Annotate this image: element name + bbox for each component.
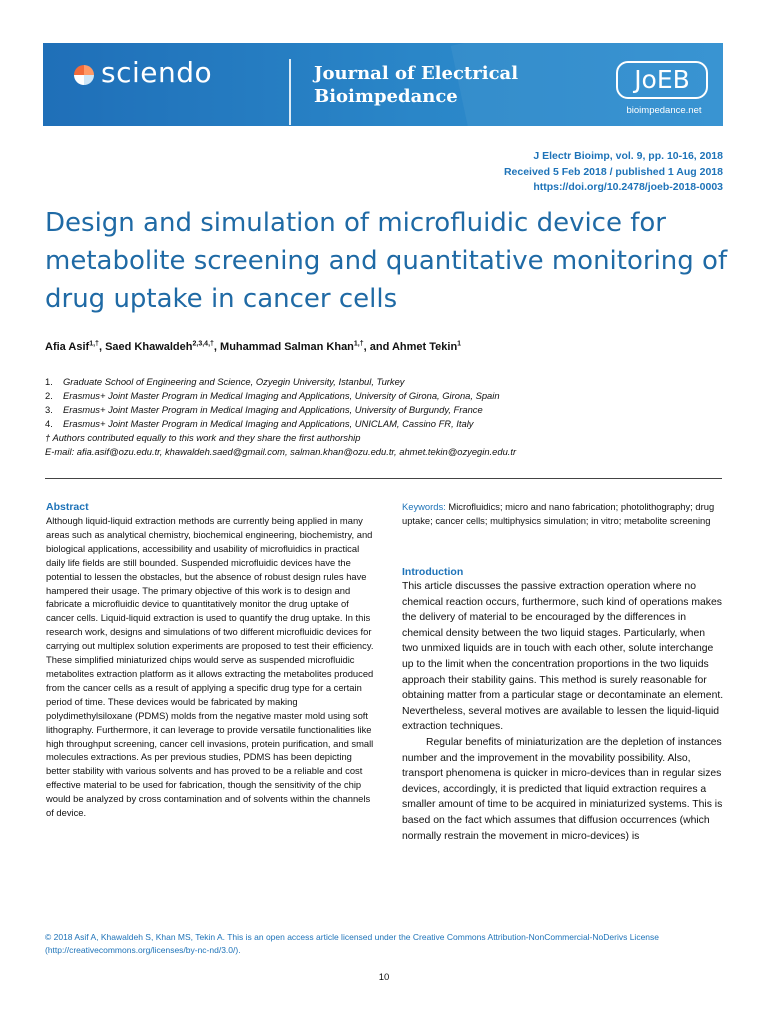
header-divider <box>45 478 722 479</box>
affiliation-list <box>45 375 516 459</box>
keywords-text: Microfluidics; micro and nano fabrication; photolithography; drug uptake; cancer cells; multiphysics simulation; in vitro; metabolite screening <box>402 501 715 526</box>
sciendo-logo-icon <box>73 64 95 86</box>
journal-name <box>314 62 518 108</box>
author-name: Muhammad Salman Khan <box>220 341 354 353</box>
journal-url: bioimpedance.net <box>626 105 702 116</box>
banner-divider <box>289 59 291 125</box>
journal-name-line2: Bioimpedance <box>314 86 458 107</box>
affiliation-text: Erasmus+ Joint Master Program in Medical Imaging and Applications, University of Girona, Girona, Spain <box>63 390 500 401</box>
author-affiliation-sup: 1 <box>457 340 462 348</box>
author-name: Ahmet Tekin <box>391 341 458 353</box>
author-affiliation-sup: 1,† <box>89 340 99 348</box>
citation-block <box>504 149 723 196</box>
author-name: Saed Khawaldeh <box>105 341 193 353</box>
affiliation-number: 4. <box>45 418 53 429</box>
affiliation-text: Erasmus+ Joint Master Program in Medical Imaging and Applications, University of Burgundy, France <box>63 404 483 415</box>
publisher-name: sciendo <box>101 56 213 89</box>
introduction-heading: Introduction <box>402 566 464 578</box>
contact-emails: E-mail: afia.asif@ozu.edu.tr, khawaldeh.saed@gmail.com, salman.khan@ozu.edu.tr, ahmet.tekin@ozyegin.edu.tr <box>45 446 517 457</box>
affiliation-text: Erasmus+ Joint Master Program in Medical Imaging and Applications, UNICLAM, Cassino FR, Italy <box>63 418 474 429</box>
citation-volume: J Electr Bioimp, vol. 9, pp. 10-16, 2018 <box>533 150 723 162</box>
affiliation-item <box>45 417 516 431</box>
affiliation-number: 2. <box>45 390 53 401</box>
introduction-paragraph: Regular benefits of miniaturization are the depletion of instances number and the improvement in the movability possibility. Also, transport phenomena is quicker in micro-devices than in regular sizes devices, accordingly, it is predicted that liquid extraction requires a smaller amount of time to be acquired in miniaturized systems. This is based on the fact which assumes that diffusion occurrences (which normally restrain the movement in micro-devices) is <box>402 736 723 842</box>
article-title: Design and simulation of microfluidic device for metabolite screening and quantitative monitoring of drug uptake in cancer cells <box>45 208 728 314</box>
license-notice: © 2018 Asif A, Khawaldeh S, Khan MS, Tekin A. This is an open access article licensed under the Creative Commons Attribution-NonCommercial-NoDerivs License (http://creativecommons.org/licenses/by-nc-nd/3.0/). <box>45 932 659 955</box>
author-name: Afia Asif <box>45 341 90 353</box>
equal-contribution-note: † Authors contributed equally to this work and they share the first authorship <box>45 432 361 443</box>
affiliation-number: 3. <box>45 404 53 415</box>
author-separator: , <box>98 341 106 353</box>
journal-name-line1: Journal of Electrical <box>314 63 519 84</box>
affiliation-item <box>45 375 516 389</box>
journal-abbr-logo: JoEB <box>616 61 708 99</box>
right-column <box>402 500 724 844</box>
citation-dates: Received 5 Feb 2018 / published 1 Aug 2018 <box>503 165 723 178</box>
journal-banner <box>43 43 723 126</box>
keywords-label: Keywords: <box>402 501 446 512</box>
affiliation-text: Graduate School of Engineering and Science, Ozyegin University, Istanbul, Turkey <box>63 376 405 387</box>
keywords-block <box>402 500 724 528</box>
abstract-section <box>46 500 376 820</box>
page-number: 10 <box>378 972 390 983</box>
introduction-body <box>402 579 724 844</box>
citation-doi-link[interactable]: https://doi.org/10.2478/joeb-2018-0003 <box>533 181 723 193</box>
affiliation-item <box>45 403 516 417</box>
introduction-paragraph: This article discusses the passive extraction operation where no chemical reaction occurs, furthermore, such kind of operations makes the delivery of material to be encouraged by the differences in chemical density between the two liquid stages. Particularly, when two unmixed liquids are in touch with each other, solute interchange up to the limit when the concentration proportions in the two liquids approach their stability gains. This method is surely reasonable for obtaining matter from a particular stage or decontaminate an element. Nevertheless, several motives are available to lessen the liquid-liquid extraction techniques. <box>402 581 724 733</box>
abstract-body: Although liquid-liquid extraction methods are currently being applied in many areas such as analytical chemistry, biochemical engineering, biochemistry, and biological applications, accessibility and usability of microfluidics in practical daily life fields are still bounded. Suspended microfluidic devices have the potential to lessen the obstacles, but the absence of robust design rules have hampered their usage. The primary objective of this work is to design and fabricate a microfluidic device to quantitatively monitor the drug uptake of cancer cells. Liquid-liquid extraction is used to quantify the drug uptake. In this research work, designs and simulations of two different microfluidic devices for carrying out multiplex solution experiments are proposed to test their efficiency. These simplified miniaturized chips would serve as suspended microfluidic metabolites extraction platform as it allows extracting the metabolites produced from the cancer cells as a result of applying a specific drug type for a certain period of time. These devices would be fabricated by making polydimethylsiloxane (PDMS) molds from the negative master mold using soft lithography. Furthermore, it can leverage to provide versatile functionalities like high throughput screening, cancer cell invasions, protein purification, and small molecules extractions. As per previous studies, PDMS has been depicting better stability with various solvents and has proved to be a reliable and cost effective material to be used for fabrication, though the sensitivity of the chip would be analyzed by cross contamination and of solvents within the channels of device. <box>46 515 374 819</box>
affiliation-item <box>45 389 516 403</box>
abstract-heading: Abstract <box>46 501 89 513</box>
author-affiliation-sup: 1,† <box>353 340 364 348</box>
author-separator: , and <box>363 341 392 353</box>
author-affiliation-sup: 2,3,4,† <box>192 340 214 348</box>
affiliation-number: 1. <box>45 376 53 387</box>
author-list <box>45 341 461 353</box>
author-separator: , <box>213 341 221 353</box>
